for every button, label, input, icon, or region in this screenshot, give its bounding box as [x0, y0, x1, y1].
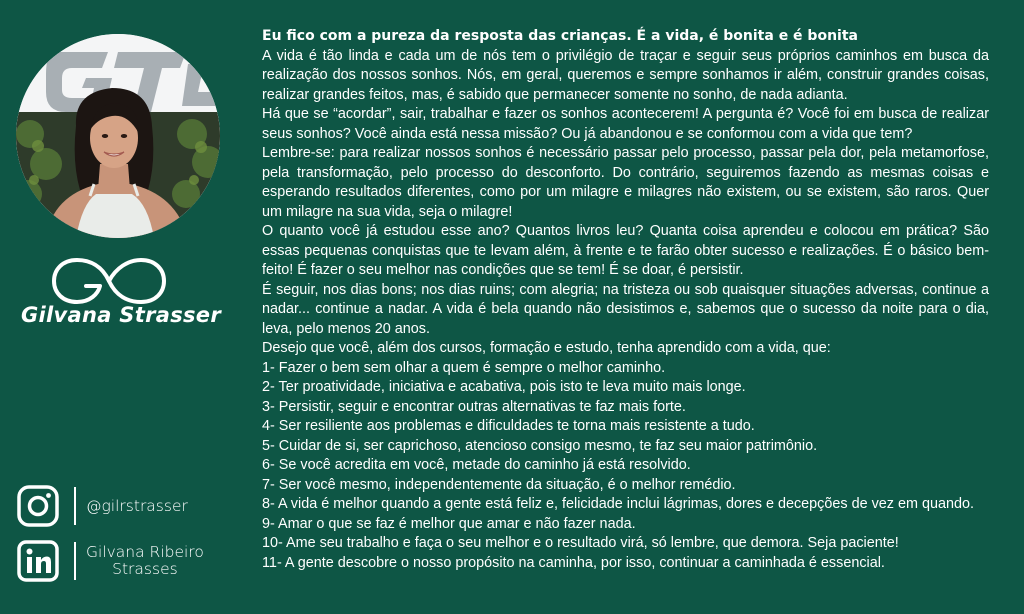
tip-item: 11- A gente descobre o nosso propósito na caminha, por isso, continuar a caminhada é essencial.: [262, 554, 885, 571]
tip-item: 3- Persistir, seguir e encontrar outras alternativas te faz mais forte.: [262, 398, 686, 415]
linkedin-name-line2: Strasses: [112, 560, 178, 578]
instagram-row[interactable]: [16, 484, 188, 528]
tips-list: [262, 359, 989, 574]
article-paragraph: Há que se “acordar”, sair, trabalhar e fazer os sonhos acontecerem! A pergunta é? Você foi em busca de realizar seus sonhos? Você ainda está nessa missão? Ou já abandonou e se conformou com a vida que tem?: [262, 106, 989, 142]
tip-item: 5- Cuidar de si, ser caprichoso, atencioso consigo mesmo, te faz seu maior patrimônio.: [262, 437, 818, 454]
social-divider: [74, 487, 76, 525]
article-paragraph: Desejo que você, além dos cursos, formação e estudo, tenha aprendido com a vida, que:: [262, 340, 831, 356]
linkedin-name[interactable]: [86, 544, 204, 578]
article-title: Eu fico com a pureza da resposta das crianças. É a vida, é bonita e é bonita: [262, 28, 858, 44]
brand-name: Gilvana Strasser: [20, 303, 221, 327]
profile-photo: [16, 34, 220, 238]
article-body: [262, 27, 989, 573]
tip-item: 6- Se você acredita em você, metade do caminho já está resolvido.: [262, 457, 691, 473]
infinity-logo-icon: [50, 256, 168, 306]
profile-photo-illustration: [16, 34, 220, 238]
tip-item: 7- Ser você mesmo, independentemente da situação, é o melhor remédio.: [262, 476, 736, 493]
profile-sidebar: [0, 0, 240, 614]
instagram-icon[interactable]: [16, 484, 60, 528]
tip-item: 1- Fazer o bem sem olhar a quem é sempre o melhor caminho.: [262, 359, 666, 376]
article-paragraph: É seguir, nos dias bons; nos dias ruins; com alegria; na tristeza ou sob quaisquer situações adversas, continue a nadar... continue a nadar. A vida é bela quando não desistimos e, sabemos que o sucesso da noite para o dia, leva, pelo menos 20 anos.: [262, 281, 989, 337]
social-divider: [74, 542, 76, 580]
article-paragraph: Lembre-se: para realizar nossos sonhos é necessário passar pelo processo, passar pela dor, pela metamorfose, pela transformação, pelo processo do desconforto. Do contrário, seguiremos fazendo as mesmas coisas e esperando resultados diferentes, como por um milagre e milagres não existem, ou se existem, são raros. Quer um milagre na sua vida, seja o milagre!: [262, 145, 989, 220]
instagram-handle[interactable]: @gilrstrasser: [86, 496, 188, 515]
tip-item: 2- Ter proatividade, iniciativa e acabativa, pois isto te leva muito mais longe.: [262, 379, 746, 395]
tip-item: 9- Amar o que se faz é melhor que amar e não fazer nada.: [262, 515, 636, 532]
tip-item: 10- Ame seu trabalho e faça o seu melhor e o resultado virá, só lembre, que demora. Seja paciente!: [262, 535, 899, 551]
linkedin-name-line1: Gilvana Ribeiro: [86, 543, 204, 561]
linkedin-icon[interactable]: [16, 539, 60, 583]
article-paragraph: O quanto você já estudou esse ano? Quantos livros leu? Quanta coisa aprendeu e colocou em prática? São essas pequenas conquistas que te levam além, à frente e te farão obter sucesso e realizações. É o básico bem-feito! É fazer o seu melhor nas condições que se tem! É se doar, é persistir.: [262, 223, 989, 278]
tip-item: 8- A vida é melhor quando a gente está feliz e, felicidade inclui lágrimas, dores e decepções de vez em quando.: [262, 496, 974, 512]
linkedin-row[interactable]: [16, 539, 204, 583]
tip-item: 4- Ser resiliente aos problemas e dificuldades te torna mais resistente a tudo.: [262, 418, 755, 434]
article-paragraph: A vida é tão linda e cada um de nós tem o privilégio de traçar e seguir seus próprios caminhos em busca da realização dos nossos sonhos. Nós, em geral, queremos e sempre sonhamos ir além, construir grandes coisas, realizar grandes feitos, mas, é sabido que permanecer somente no sonho, de nada adianta.: [262, 47, 989, 103]
